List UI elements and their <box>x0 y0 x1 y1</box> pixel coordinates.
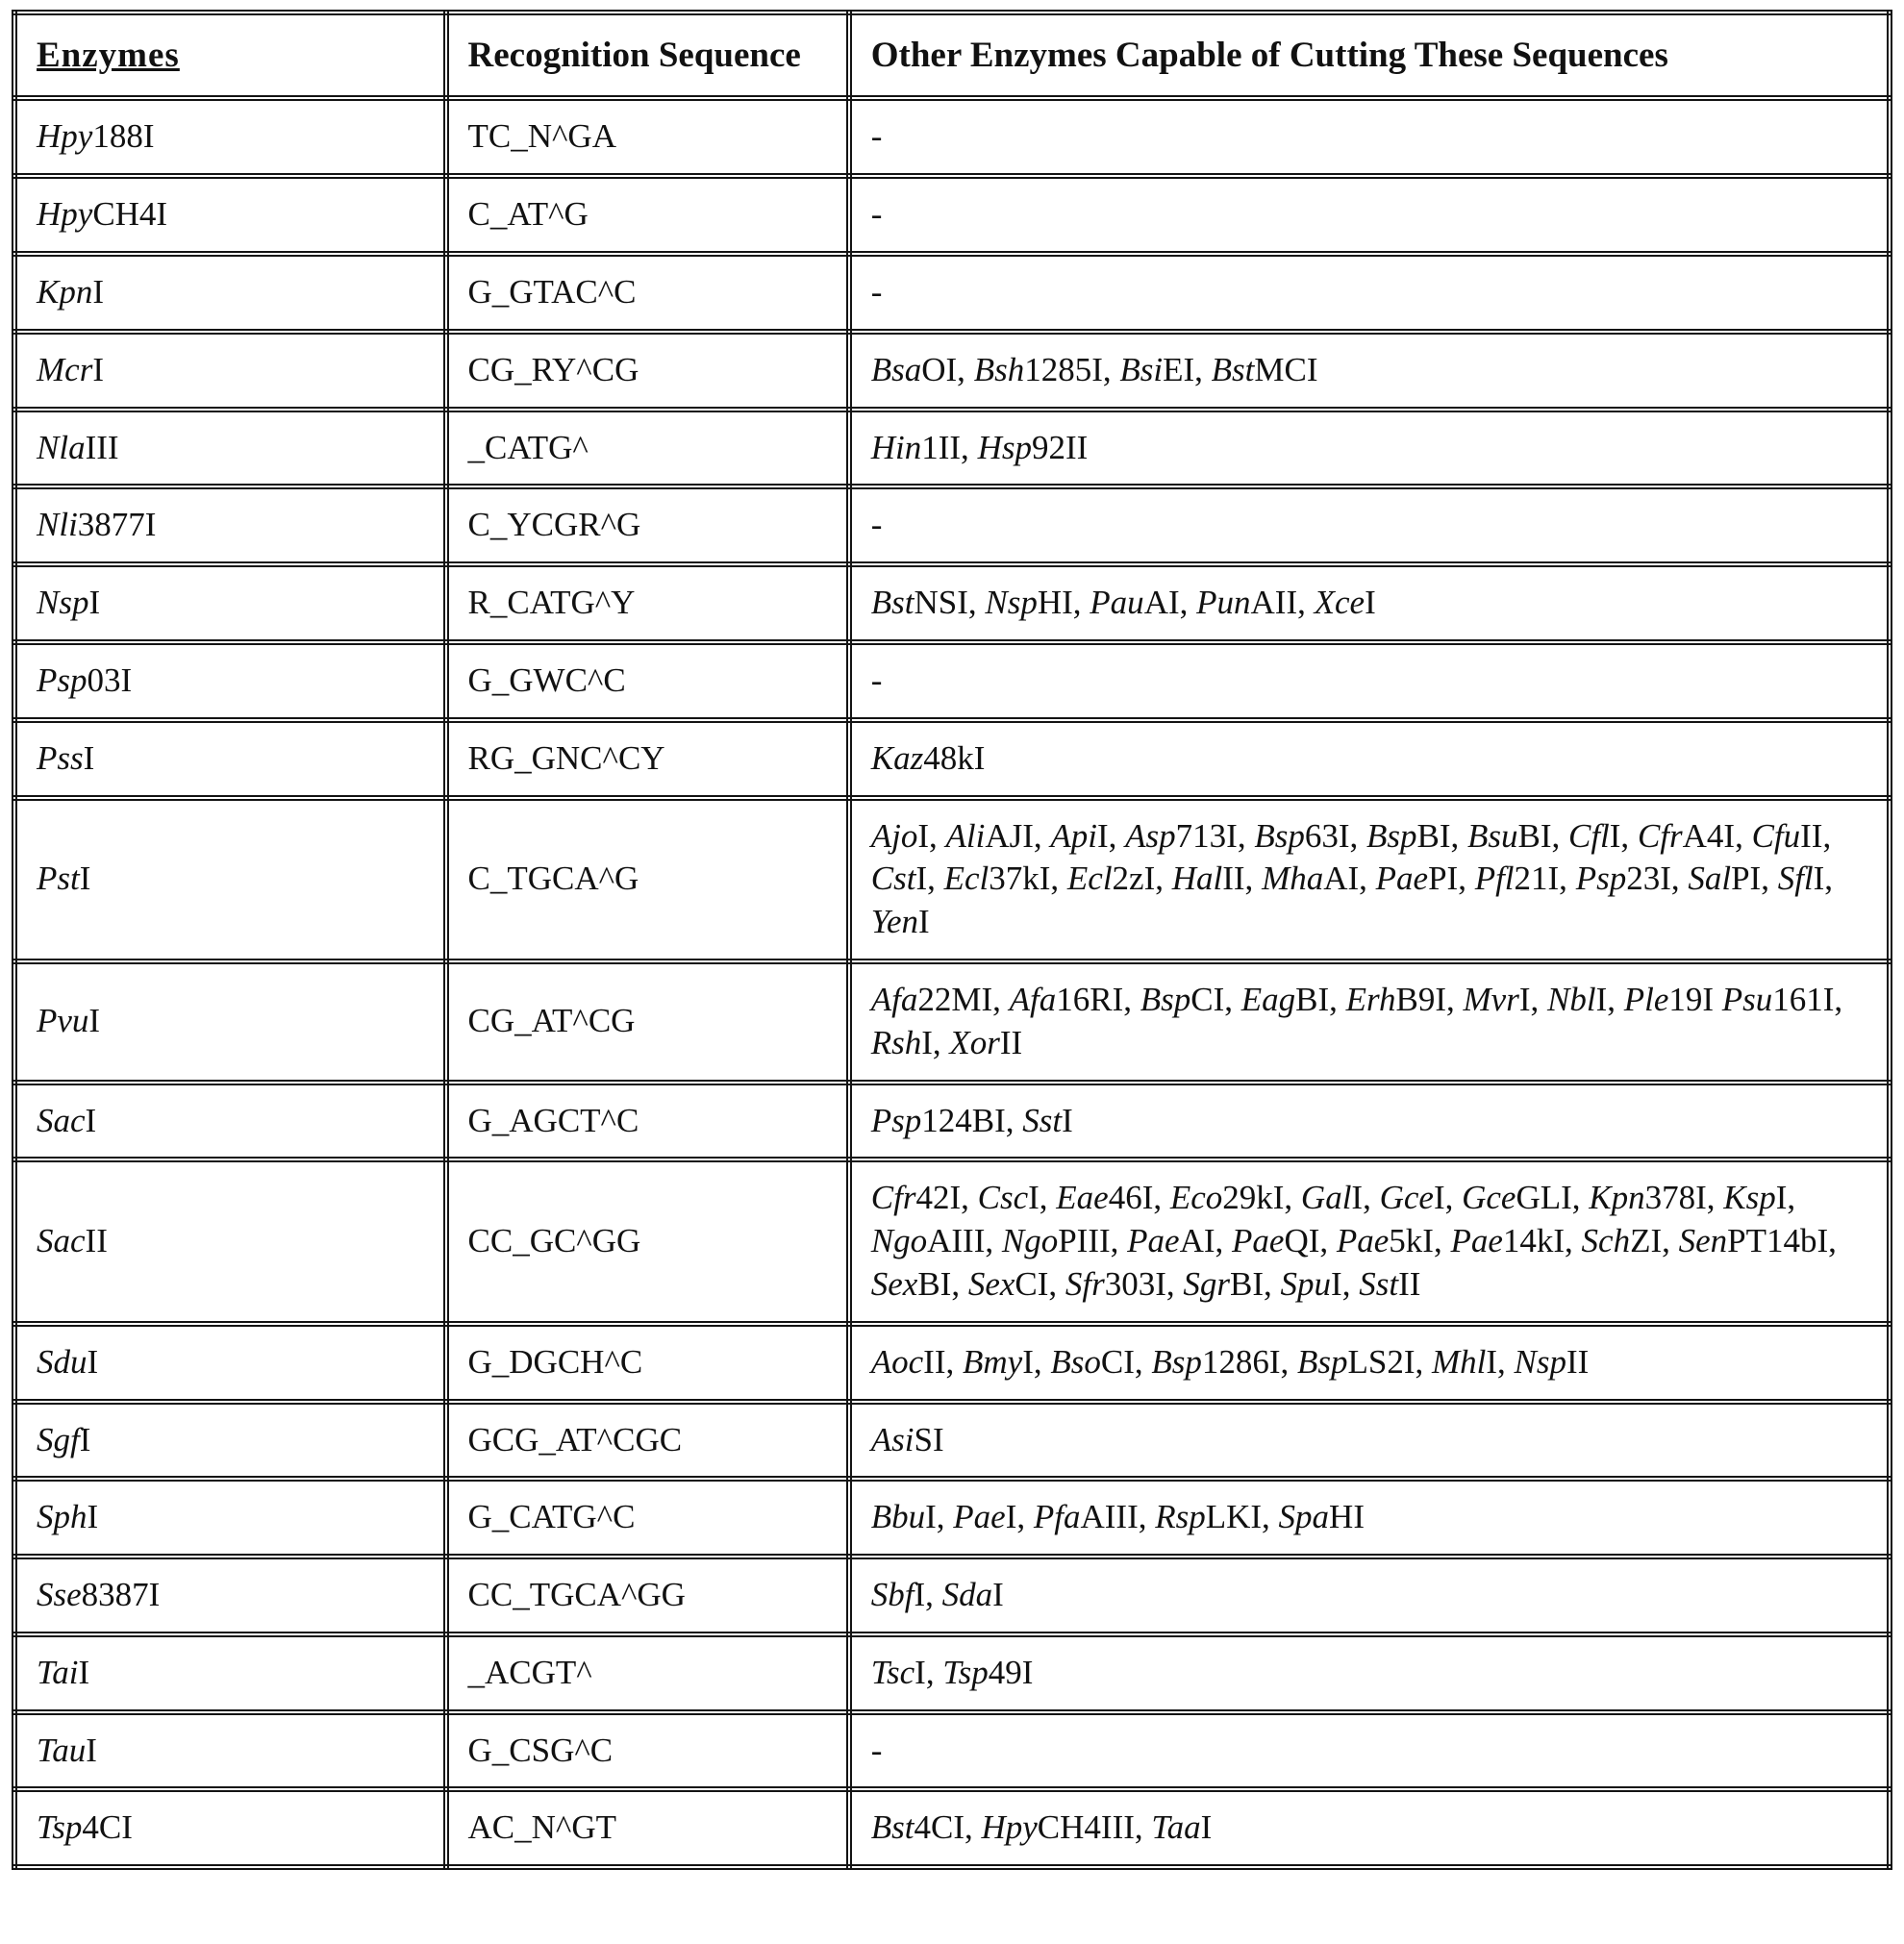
recognition-sequence-cell: CC_TGCA^GG <box>446 1557 849 1634</box>
table-row <box>14 720 1890 798</box>
enzyme-cell: Nli3877I <box>14 486 446 564</box>
enzyme-cell: McrI <box>14 332 446 410</box>
enzyme-cell: SacII <box>14 1159 446 1323</box>
other-enzymes-cell: - <box>849 176 1890 254</box>
recognition-sequence-cell: RG_GNC^CY <box>446 720 849 798</box>
table-row <box>14 1324 1890 1402</box>
recognition-sequence-cell: G_DGCH^C <box>446 1324 849 1402</box>
enzyme-cell: PstI <box>14 798 446 961</box>
other-enzymes-cell: AocII, BmyI, BsoCI, Bsp1286I, BspLS2I, MhlI, NspII <box>849 1324 1890 1402</box>
table-row <box>14 564 1890 642</box>
enzyme-cell: PssI <box>14 720 446 798</box>
table-row <box>14 642 1890 720</box>
table-row <box>14 1402 1890 1480</box>
recognition-sequence-cell: CG_AT^CG <box>446 961 849 1083</box>
other-enzymes-cell: - <box>849 1712 1890 1790</box>
header-other-enzymes <box>849 12 1890 98</box>
other-enzymes-cell: Bst4CI, HpyCH4III, TaaI <box>849 1789 1890 1867</box>
other-enzymes-cell: TscI, Tsp49I <box>849 1634 1890 1712</box>
enzyme-cell: NlaIII <box>14 410 446 487</box>
recognition-sequence-cell: C_YCGR^G <box>446 486 849 564</box>
header-enzymes <box>14 12 446 98</box>
table-row <box>14 98 1890 176</box>
enzyme-cell: SgfI <box>14 1402 446 1480</box>
other-enzymes-cell: Psp124BI, SstI <box>849 1083 1890 1160</box>
table-row <box>14 410 1890 487</box>
header-recognition-sequence <box>446 12 849 98</box>
table-row <box>14 176 1890 254</box>
other-enzymes-cell: - <box>849 98 1890 176</box>
other-enzymes-cell: AjoI, AliAJI, ApiI, Asp713I, Bsp63I, BspBI, BsuBI, CflI, CfrA4I, CfuII, CstI, Ecl37kI, Ecl2zI, HalII, MhaAI, PaePI, Pfl21I, Psp23I, SalPI, SflI, YenI <box>849 798 1890 961</box>
recognition-sequence-cell: AC_N^GT <box>446 1789 849 1867</box>
table-row <box>14 1083 1890 1160</box>
header-other-enzymes-label: Other Enzymes Capable of Cutting These Sequences <box>870 36 1668 75</box>
other-enzymes-cell: - <box>849 486 1890 564</box>
table-row <box>14 486 1890 564</box>
other-enzymes-cell: - <box>849 642 1890 720</box>
enzyme-cell: Sse8387I <box>14 1557 446 1634</box>
recognition-sequence-cell: _ACGT^ <box>446 1634 849 1712</box>
enzyme-cell: KpnI <box>14 254 446 332</box>
recognition-sequence-cell: CC_GC^GG <box>446 1159 849 1323</box>
other-enzymes-cell: SbfI, SdaI <box>849 1557 1890 1634</box>
table-row <box>14 1789 1890 1867</box>
recognition-sequence-cell: G_GTAC^C <box>446 254 849 332</box>
other-enzymes-cell: Hin1II, Hsp92II <box>849 410 1890 487</box>
other-enzymes-cell: AsiSI <box>849 1402 1890 1480</box>
enzyme-cell: PvuI <box>14 961 446 1083</box>
table-row <box>14 1712 1890 1790</box>
recognition-sequence-cell: TC_N^GA <box>446 98 849 176</box>
other-enzymes-cell: Afa22MI, Afa16RI, BspCI, EagBI, ErhB9I, MvrI, NblI, Ple19I Psu161I, RshI, XorII <box>849 961 1890 1083</box>
enzyme-cell: Tsp4CI <box>14 1789 446 1867</box>
table-row <box>14 1634 1890 1712</box>
table-row <box>14 1479 1890 1557</box>
recognition-sequence-cell: CG_RY^CG <box>446 332 849 410</box>
recognition-sequence-cell: G_CSG^C <box>446 1712 849 1790</box>
other-enzymes-cell: Cfr42I, CscI, Eae46I, Eco29kI, GalI, GceI, GceGLI, Kpn378I, KspI, NgoAIII, NgoPIII, PaeAI, PaeQI, Pae5kI, Pae14kI, SchZI, SenPT14bI, SexBI, SexCI, Sfr303I, SgrBI, SpuI, SstII <box>849 1159 1890 1323</box>
other-enzymes-cell: BbuI, PaeI, PfaAIII, RspLKI, SpaHI <box>849 1479 1890 1557</box>
recognition-sequence-cell: R_CATG^Y <box>446 564 849 642</box>
enzyme-cell: TauI <box>14 1712 446 1790</box>
table-header-row <box>14 12 1890 98</box>
table-row <box>14 332 1890 410</box>
table-row <box>14 1159 1890 1323</box>
table-row <box>14 798 1890 961</box>
table-row <box>14 1557 1890 1634</box>
enzyme-cell: SacI <box>14 1083 446 1160</box>
table-row <box>14 961 1890 1083</box>
enzyme-cell: NspI <box>14 564 446 642</box>
table-row <box>14 254 1890 332</box>
other-enzymes-cell: - <box>849 254 1890 332</box>
enzyme-table <box>12 10 1892 1870</box>
recognition-sequence-cell: G_AGCT^C <box>446 1083 849 1160</box>
recognition-sequence-cell: _CATG^ <box>446 410 849 487</box>
other-enzymes-cell: BsaOI, Bsh1285I, BsiEI, BstMCI <box>849 332 1890 410</box>
enzyme-cell: Hpy188I <box>14 98 446 176</box>
recognition-sequence-cell: C_AT^G <box>446 176 849 254</box>
other-enzymes-cell: Kaz48kI <box>849 720 1890 798</box>
other-enzymes-cell: BstNSI, NspHI, PauAI, PunAII, XceI <box>849 564 1890 642</box>
recognition-sequence-cell: G_GWC^C <box>446 642 849 720</box>
enzyme-cell: SduI <box>14 1324 446 1402</box>
table-body <box>14 98 1890 1867</box>
recognition-sequence-cell: GCG_AT^CGC <box>446 1402 849 1480</box>
enzyme-cell: SphI <box>14 1479 446 1557</box>
recognition-sequence-cell: C_TGCA^G <box>446 798 849 961</box>
enzyme-cell: Psp03I <box>14 642 446 720</box>
header-recognition-sequence-label: Recognition Sequence <box>467 36 801 75</box>
recognition-sequence-cell: G_CATG^C <box>446 1479 849 1557</box>
header-enzymes-label: Enzymes <box>37 36 180 75</box>
enzyme-cell: HpyCH4I <box>14 176 446 254</box>
enzyme-cell: TaiI <box>14 1634 446 1712</box>
